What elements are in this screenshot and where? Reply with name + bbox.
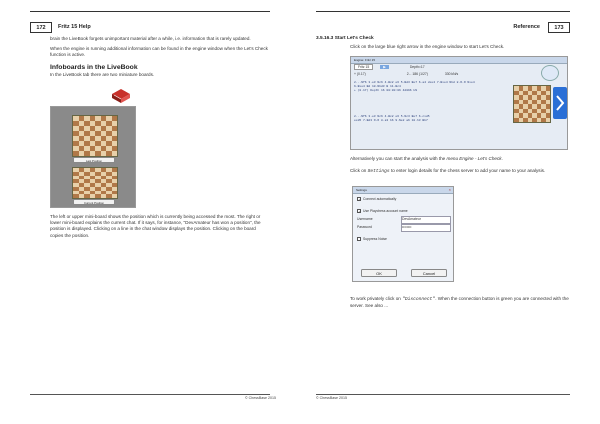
paragraph-menu (350, 156, 570, 162)
suppress-noise-row[interactable] (357, 237, 387, 241)
engine-output (354, 81, 504, 93)
checkbox-label: Suppress Noise (363, 237, 387, 241)
connect-auto-row[interactable] (357, 197, 396, 201)
header-rule (30, 11, 270, 12)
header-title: Fritz 15 Help (58, 24, 91, 30)
text: . (501, 156, 503, 161)
settings-term: Settings (367, 169, 390, 174)
engine-stats (354, 72, 458, 76)
engine-toolbar (354, 65, 425, 69)
checkbox-label: Use Playchess account name (363, 209, 408, 213)
lower-mini-board[interactable] (72, 167, 118, 199)
cancel-button[interactable]: Cancel (411, 269, 447, 277)
checkbox[interactable] (357, 237, 361, 241)
engine-output-2 (354, 115, 504, 123)
paragraph-disconnect (350, 296, 570, 309)
text: Alternatively you can start the analysis with the (350, 156, 446, 161)
text: . When the connection button is green you are connected with the server. See also ... (350, 296, 569, 309)
left-header (30, 22, 270, 33)
left-body-top (50, 36, 270, 82)
text: to enter login details for the chess server to add your name to your analysis. (390, 168, 546, 173)
checkbox[interactable]: ✓ (358, 198, 361, 203)
engine-globe-icon[interactable] (541, 65, 559, 81)
upper-mini-board[interactable] (72, 115, 118, 157)
engine-line: 2...Nf6 3.e3 Nc6 4.Bc2 e6 5.Bd3 Be7 6.a4 dxe4 7.Bxe4 Nbd 8.O-O Nxe4 (354, 81, 475, 84)
close-icon[interactable]: × (448, 187, 451, 192)
right-header (316, 22, 570, 33)
password-field[interactable]: •••••••• (401, 224, 451, 232)
engine-window-screenshot (350, 56, 568, 150)
board-caption: Current Position (73, 199, 115, 205)
right-page (300, 0, 600, 424)
engine-mini-board (513, 85, 551, 123)
footer-rule (30, 394, 270, 395)
page-number: 173 (548, 22, 570, 33)
board-square (112, 151, 118, 156)
text: To work privately click on (350, 296, 401, 301)
section-heading: Infoboards in the LiveBook (50, 63, 138, 71)
section-number: 3.5.16.3 (316, 36, 334, 41)
left-body-bottom (50, 214, 270, 243)
engine-line: + (0.17) Depth 16 00:00:06 42096 kN (354, 89, 418, 92)
engine-toggle-button[interactable]: ▶ (380, 65, 389, 69)
paragraph: The left or upper mini-board shows the position which is currently being accessed the most. The right or lower mini-board explains the current chat. If it says, for instance, "DevAmateur has won a position", the position is displayed. Clicking on a line in the chat window displays the position. Clicking on the board copies the position. (50, 214, 261, 238)
paragraph-settings (350, 168, 570, 175)
settings-dialog-screenshot (352, 186, 454, 282)
board-square (112, 194, 118, 198)
password-label: Password (357, 225, 372, 229)
footer-copyright: © ChessBase 2015 (316, 396, 348, 400)
engine-line: exd5 7.Bd3 O-O 8.a3 b6 9.Ne2 a6 10.h3 Bb7 (354, 119, 428, 122)
footer-copyright: © ChessBase 2015 (245, 396, 277, 400)
engine-nodes: 2... 186 (1/27) (406, 72, 428, 76)
username-label: Username (357, 217, 373, 221)
paragraph: Click on the large blue right arrow in the engine window to start Let's Check. (350, 44, 505, 49)
section-title-row (316, 36, 374, 41)
header-rule (316, 11, 570, 12)
engine-speed: 330 kN/s (444, 72, 459, 76)
right-arrow-icon (553, 87, 567, 119)
checkbox-label: Connect automatically (363, 197, 397, 201)
disconnect-term: "Disconnect" (402, 297, 436, 302)
paragraph: When the engine is running additional information can be found in the engine window when the Let's Check function is active. (50, 46, 268, 58)
dialog-title: Settings (356, 188, 367, 192)
username-field[interactable]: DevAmateur (401, 216, 451, 224)
page-number: 172 (30, 22, 52, 33)
header-title: Reference (513, 24, 540, 30)
engine-window-title: Engine: Fritz 15 (354, 58, 376, 62)
text: Click on (350, 168, 367, 173)
lets-check-arrow-button[interactable] (553, 87, 567, 119)
engine-eval: + (0.17) (354, 72, 366, 76)
use-account-row[interactable] (357, 209, 408, 213)
board-caption: Last Position (73, 157, 115, 163)
checkbox[interactable]: ✓ (358, 210, 361, 215)
paragraph: brain the LiveBook forgets unimportant material after a while, i.e. information that is rarely updated. (50, 36, 251, 41)
menu-path: menu Engine - Let's Check (446, 156, 502, 161)
engine-name[interactable]: Fritz 15 (354, 64, 373, 70)
section-title: Start Let's Check (334, 36, 374, 41)
livebook-icon (110, 86, 132, 104)
paragraph: In the LiveBook tab there are two miniature boards. (50, 71, 155, 77)
ok-button[interactable]: OK (361, 269, 397, 277)
engine-line: 2...Nf6 3.e3 Nc6 4.Bc2 e6 5.Nc3 Be7 6.cxd5 (354, 115, 430, 118)
board-square (546, 118, 551, 123)
engine-line: 6.Bxe4 Bd 10.Nbd3 B 11.Bc4 (354, 85, 401, 88)
dialog-titlebar (353, 187, 453, 194)
miniboards-figure (50, 106, 136, 208)
engine-window-titlebar (351, 57, 567, 64)
engine-depth: Depth=17 (409, 65, 425, 69)
footer-rule (316, 394, 570, 395)
